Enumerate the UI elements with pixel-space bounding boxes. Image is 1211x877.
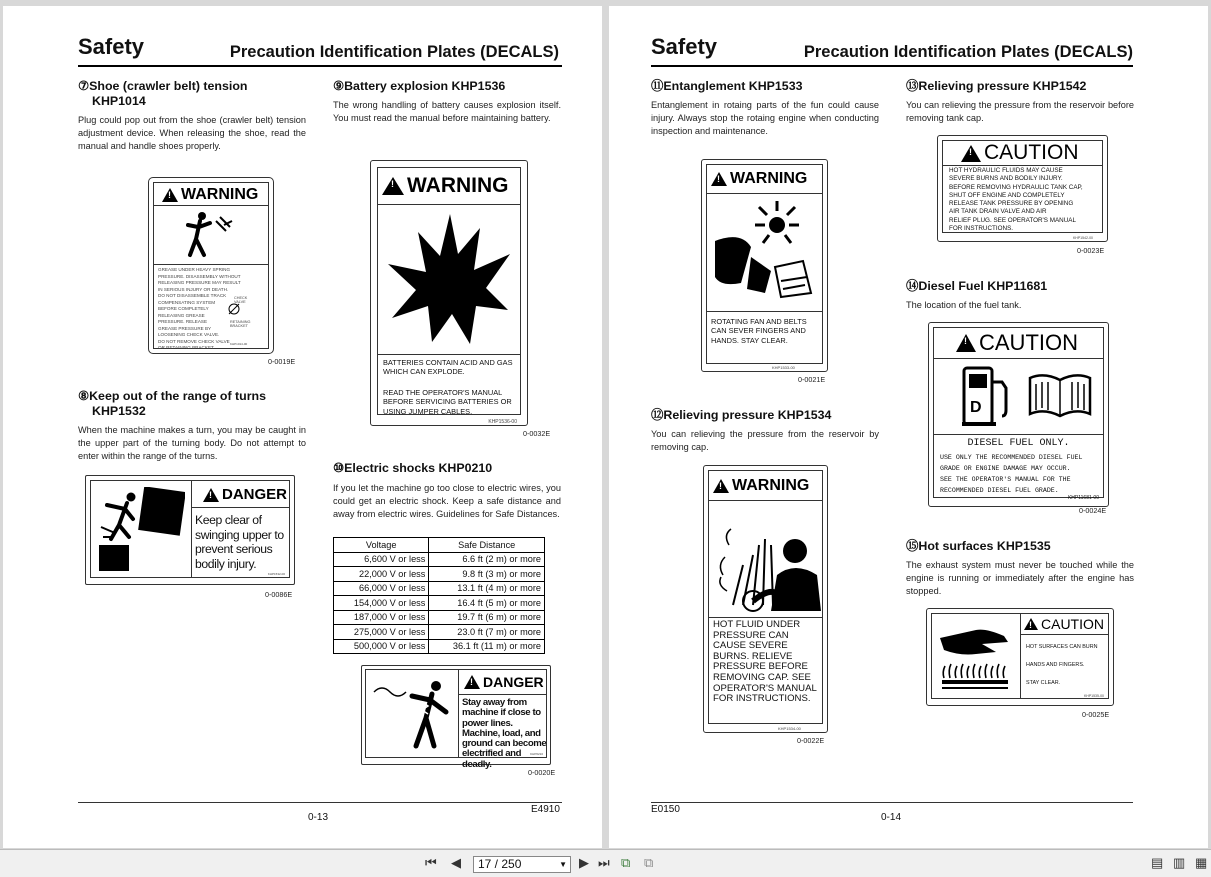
power-line-shock-icon xyxy=(372,676,456,756)
decal-khp11681-head: DIESEL FUEL ONLY. xyxy=(967,438,1070,449)
decal-khp1535-text-3: STAY CLEAR. xyxy=(1026,680,1061,686)
page-title: Precaution Identification Plates (DECALS) xyxy=(803,43,1133,61)
decal-khp1014: ! WARNING GREASE UNDER HEAVY SPRING PRESSURE. DISASSEMBLY WITHOUT RELEASING PRESSURE MAY RESULT IN SERIOUS INJURY OR DEATH. DO NOT DISASSEMBLE TRACK COMPENSATING SYSTEM BEFORE COMPLETELY RELEASING GREASE PRESSURE. RELEASE GREASE PRESSURE BY LOOSENING CHECK VALVE. DO NOT REMOVE CHECK VALVE OR RETAINING BRACKET. CHECK VALVE RETAINING BRACKET KHP1014-00 xyxy=(148,177,274,354)
left-page xyxy=(3,6,602,848)
continuous-view-icon[interactable]: ▥ xyxy=(1173,855,1186,870)
swing-upper-icon xyxy=(97,487,185,573)
figure-caption: 0-0086E xyxy=(265,590,293,599)
footer-rule xyxy=(651,802,1133,803)
section-10-body: If you let the machine go too close to electric wires, you could get an electric shock. Keep a safe distance and away from electric wires. Guidelines for Safe Distances. xyxy=(333,483,561,519)
header-rule xyxy=(78,65,562,67)
section-7-body: Plug could pop out from the shoe (crawler belt) tension adjustment device. When releasing the shoe, read the manual and handle shoes properly. xyxy=(78,115,306,151)
warning-triangle-icon xyxy=(162,188,178,202)
section-8-title: ⑧Keep out of the range of turns KHP1532 xyxy=(78,389,267,418)
section-9-title: ⑨Battery explosion KHP1536 xyxy=(333,79,506,93)
caution-triangle-icon xyxy=(1024,618,1038,630)
decal-khp1533: ! WARNING ROTATING FAN AND BELTS CAN SEVER FINGERS AND HANDS. STAY CLEAR. KHP1533-00 xyxy=(701,159,828,372)
right-page xyxy=(609,6,1208,848)
decal-khp1534: ! WARNING HOT FLUID UNDER PRESSURE CAN CAUSE SEVERE BURNS. RELIEVE PRESSURE BEFORE REMOVING CAP. SEE OPERATOR'S MANUAL FOR INSTRUCTIONS. KHP1534-00 xyxy=(703,465,828,733)
svg-text:D: D xyxy=(970,399,982,416)
section-13-title: ⑬Relieving pressure KHP1542 xyxy=(906,79,1087,93)
doc-code: E0150 xyxy=(651,804,680,815)
decal-khp1542: ! CAUTION HOT HYDRAULIC FLUIDS MAY CAUSE SEVERE BURNS AND BODILY INJURY. BEFORE REMOVING HYDRAULIC TANK CAP, SHUT OFF ENGINE AND COMPLETELY RELEASE TANK PRESSURE BY OPENING AIR TANK DRAIN VALVE AND AIR RELIEF PLUG. SEE OPERATOR'S MANUAL FOR INSTRUCTIONS. KHP1542-00 xyxy=(937,135,1108,242)
section-13-body: You can relieving the pressure from the reservoir before removing tank cap. xyxy=(906,100,1134,123)
figure-caption: 0-0022E xyxy=(797,736,825,745)
go-forward-view-icon[interactable]: ⧉ xyxy=(644,855,654,870)
danger-triangle-icon xyxy=(203,488,219,502)
spring-injury-icon xyxy=(180,209,240,261)
hot-fluid-spray-icon xyxy=(713,505,823,613)
hot-surface-hand-icon xyxy=(936,620,1016,694)
section-11-body: Entanglement in rotaing parts of the fun could cause injury. Always stop the rotaing engine when conducting inspection and maintenance. xyxy=(651,100,879,136)
section-9-body: The wrong handling of battery causes explosion itself. You must read the manual before maintaining battery. xyxy=(333,100,561,123)
doc-code: E4910 xyxy=(531,804,560,815)
first-page-icon[interactable]: ⏮ xyxy=(425,855,437,870)
single-page-view-icon[interactable]: ▤ xyxy=(1151,855,1164,870)
decal-khp1014-text: GREASE UNDER HEAVY SPRING PRESSURE. DISASSEMBLY WITHOUT RELEASING PRESSURE MAY RESULT IN SERIOUS INJURY OR DEATH. DO NOT DISASSEMBLE TRACK COMPENSATING SYSTEM BEFORE COMPLETELY RELEASING GREASE PRESSURE. RELEASE GREASE PRESSURE BY LOOSENING CHECK VALVE. DO NOT REMOVE CHECK VALVE OR RETAINING BRACKET. xyxy=(158,267,241,350)
warning-triangle-icon xyxy=(382,177,404,195)
previous-page-icon[interactable]: ◀ xyxy=(451,855,461,870)
page-number-field[interactable]: 17 / 250 ▼ xyxy=(473,856,571,873)
next-page-icon[interactable]: ▶ xyxy=(579,855,589,870)
table-row: 66,000 V or less 13.1 ft (4 m) or more xyxy=(334,581,545,596)
table-row: 154,000 V or less 16.4 ft (5 m) or more xyxy=(334,596,545,611)
page-number: 0-13 xyxy=(308,812,329,823)
figure-caption: 0-0025E xyxy=(1082,710,1110,719)
warning-triangle-icon xyxy=(713,479,729,493)
danger-triangle-icon xyxy=(464,675,480,689)
section-15-title: ⑮Hot surfaces KHP1535 xyxy=(906,539,1051,553)
manual-book-icon xyxy=(1026,372,1094,418)
decal-khp1534-text: HOT FLUID UNDER PRESSURE CAN CAUSE SEVERE BURNS. RELIEVE PRESSURE BEFORE REMOVING CAP. SEE OPERATOR'S MANUAL FOR INSTRUCTIONS. xyxy=(713,619,817,705)
section-12-title: ⑫Relieving pressure KHP1534 xyxy=(651,408,832,422)
viewer-toolbar xyxy=(0,849,1211,877)
decal-khp1532-text: Keep clear of swinging upper to prevent serious bodily injury. xyxy=(195,513,284,571)
section-title: Safety xyxy=(651,34,718,59)
decal-khp0210: ! DANGER Stay away from machine if close to power lines. Machine, load, and ground can become electrified and deadly. KHP0210 xyxy=(361,665,551,765)
fuel-pump-icon xyxy=(962,364,1014,428)
table-row: 22,000 V or less 9.8 ft (3 m) or more xyxy=(334,567,545,582)
decal-khp11681: ! CAUTION D DIESEL FUEL ONLY. USE ONLY THE RECOMMENDED DIESEL FUEL GRADE OR ENGINE DAMAGE MAY OCCUR. SEE THE OPERATOR'S MANUAL FOR THE RECOMMENDED DIESEL FUEL GRADE. KHP11681-00 xyxy=(928,322,1109,507)
section-14-body: The location of the fuel tank. xyxy=(906,300,1022,310)
safe-distance-table xyxy=(333,537,545,654)
section-title: Safety xyxy=(78,34,145,59)
warning-triangle-icon xyxy=(711,172,727,186)
last-page-icon[interactable]: ⏭ xyxy=(598,855,610,870)
section-15-body: The exhaust system must never be touched while the engine is running or immediately after the engine has stopped. xyxy=(906,560,1134,596)
page-title: Precaution Identification Plates (DECALS) xyxy=(229,43,559,61)
section-14-title: ⑭Diesel Fuel KHP11681 xyxy=(906,279,1048,293)
table-row: 275,000 V or less 23.0 ft (7 m) or more xyxy=(334,625,545,640)
header-rule xyxy=(651,65,1133,67)
decal-khp1536-text-2: READ THE OPERATOR'S MANUAL BEFORE SERVICING BATTERIES OR USING JUMPER CABLES. xyxy=(383,388,512,416)
caution-triangle-icon xyxy=(956,334,976,352)
decal-khp1533-text: ROTATING FAN AND BELTS CAN SEVER FINGERS AND HANDS. STAY CLEAR. xyxy=(711,317,807,345)
decal-khp0210-text: Stay away from machine if close to power lines. Machine, load, and ground can become electrified and deadly. xyxy=(462,697,547,770)
figure-caption: 0-0021E xyxy=(798,375,826,384)
section-12-body: You can relieving the pressure from the reservoir by removing cap. xyxy=(651,429,879,452)
section-11-title: ⑪Entanglement KHP1533 xyxy=(651,79,803,93)
decal-khp1536: ! WARNING BATTERIES CONTAIN ACID AND GAS WHICH CAN EXPLODE. READ THE OPERATOR'S MANUAL BEFORE SERVICING BATTERIES OR USING JUMPER CABLES. KHP1536-00 xyxy=(370,160,528,426)
decal-khp1535-text-1: HOT SURFACES CAN BURN xyxy=(1026,644,1098,650)
decal-khp1542-text: HOT HYDRAULIC FLUIDS MAY CAUSE SEVERE BURNS AND BODILY INJURY. BEFORE REMOVING HYDRAULIC TANK CAP, SHUT OFF ENGINE AND COMPLETELY RELEASE TANK PRESSURE BY OPENING AIR TANK DRAIN VALVE AND AIR RELIEF PLUG. SEE OPERATOR'S MANUAL FOR INSTRUCTIONS. xyxy=(949,167,1083,233)
page-number: 0-14 xyxy=(881,812,902,823)
table-row: 187,000 V or less 19.7 ft (6 m) or more xyxy=(334,610,545,625)
section-7-title: ⑦Shoe (crawler belt) tension KHP1014 xyxy=(78,79,248,108)
decal-khp1535: ! CAUTION HOT SURFACES CAN BURN HANDS AND FINGERS. STAY CLEAR. KHP1535-00 xyxy=(926,608,1114,706)
decal-khp1536-text-1: BATTERIES CONTAIN ACID AND GAS WHICH CAN EXPLODE. xyxy=(383,358,513,377)
explosion-icon xyxy=(388,214,514,346)
table-header-row: Voltage Safe Distance xyxy=(334,538,545,553)
caution-triangle-icon xyxy=(961,145,981,162)
footer-rule xyxy=(78,802,562,803)
decal-khp1535-text-2: HANDS AND FINGERS. xyxy=(1026,662,1085,668)
table-row: 6,600 V or less 6.6 ft (2 m) or more xyxy=(334,552,545,567)
section-8-body: When the machine makes a turn, you may be caught in the upper part of the turning body. Do not attempt to enter within the range of the turns. xyxy=(78,425,306,461)
decal-khp1532: ! DANGER Keep clear of swinging upper to prevent serious bodily injury. KHP1532-00 xyxy=(85,475,295,585)
go-back-view-icon[interactable]: ⧉ xyxy=(621,855,631,870)
figure-caption: 0-0023E xyxy=(1077,246,1105,255)
section-10-title: ⑩Electric shocks KHP0210 xyxy=(333,461,493,475)
table-row: 500,000 V or less 36.1 ft (11 m) or more xyxy=(334,639,545,654)
figure-caption: 0-0032E xyxy=(523,429,551,438)
facing-pages-view-icon[interactable]: ▦ xyxy=(1195,855,1208,870)
chevron-down-icon[interactable]: ▼ xyxy=(559,860,567,869)
figure-caption: 0-0020E xyxy=(528,768,556,777)
decal-khp11681-text: USE ONLY THE RECOMMENDED DIESEL FUEL GRADE OR ENGINE DAMAGE MAY OCCUR. SEE THE OPERATOR'S MANUAL FOR THE RECOMMENDED DIESEL FUEL GRADE. xyxy=(940,454,1083,494)
rotating-fan-icon xyxy=(711,197,821,307)
check-valve-icon xyxy=(226,301,242,317)
figure-caption: 0-0024E xyxy=(1079,506,1107,515)
figure-caption: 0-0019E xyxy=(268,357,296,366)
